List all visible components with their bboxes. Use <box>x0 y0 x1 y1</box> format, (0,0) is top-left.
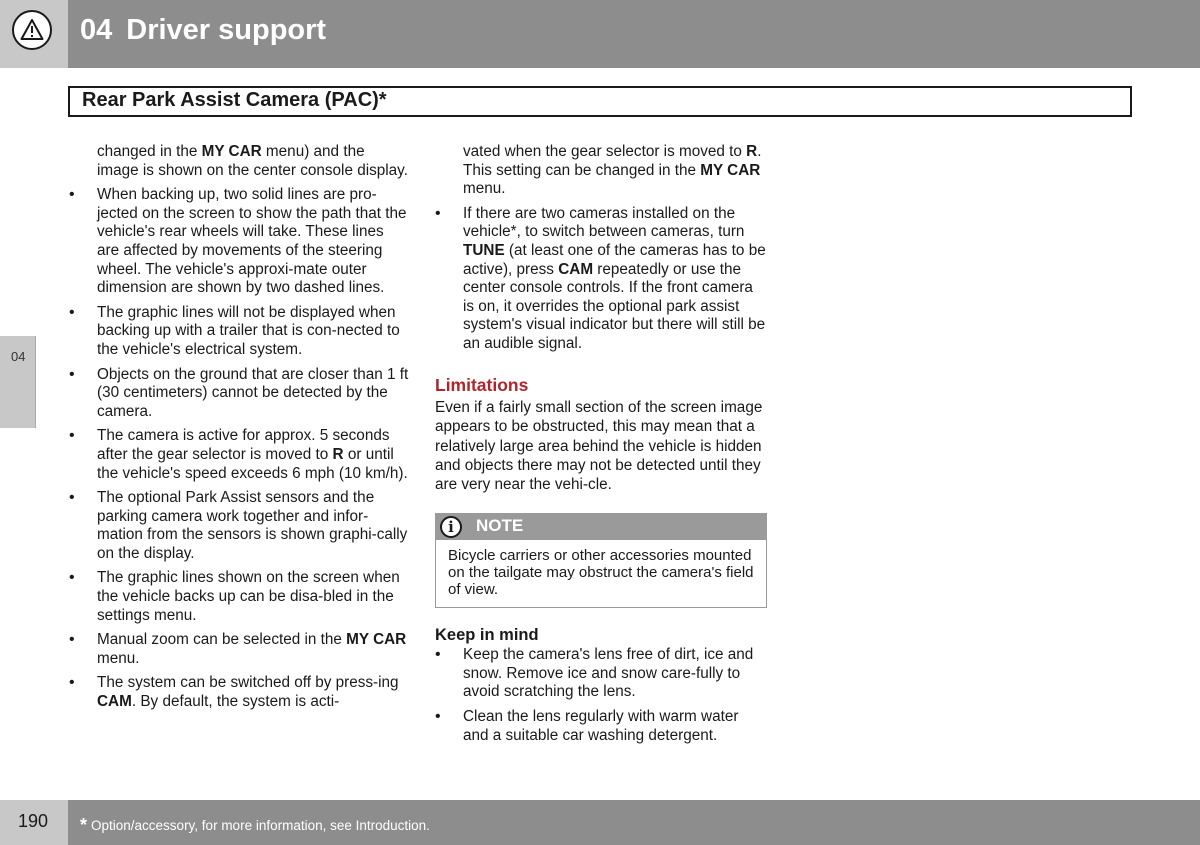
note-text: Bicycle carriers or other accessories mounted on the tailgate may obstruct the camera's field of view. <box>448 546 754 598</box>
text-run: If there are two cameras installed on the vehicle*, to switch between cameras, turn <box>463 204 745 241</box>
text-column-right <box>435 143 767 751</box>
bold-term: R <box>746 143 758 160</box>
text-run: changed in the <box>97 143 202 160</box>
section-title-box <box>68 86 1132 117</box>
footnote-star: * <box>80 815 88 835</box>
bold-term: CAM <box>558 260 594 278</box>
list-item <box>69 631 409 668</box>
text-run: Manual zoom can be selected in the <box>97 631 347 649</box>
bold-term: CAM <box>97 693 132 711</box>
list-item: • The optional Park Assist sensors and the parking camera work together and infor-mation from the sensors is shown graphi-cally on the display. <box>69 489 409 563</box>
bold-term: MY CAR <box>346 631 407 649</box>
text-run: menu. <box>97 649 140 667</box>
note-header <box>436 514 766 540</box>
footnote-text: Option/accessory, for more information, see Introduction. <box>91 818 430 833</box>
header-icon-area <box>0 0 68 68</box>
note-box <box>435 513 767 608</box>
chapter-title <box>80 14 326 47</box>
section-title: Rear Park Assist Camera (PAC)* <box>82 89 387 111</box>
text-run: The camera is active for approx. 5 seconds after the gear selector is moved to <box>97 427 390 463</box>
bold-term: TUNE <box>463 241 505 259</box>
text-run: . By default, the system is acti- <box>131 693 340 711</box>
keep-in-mind-heading: Keep in mind <box>435 625 539 644</box>
bold-term: MY CAR <box>201 143 262 160</box>
list-item: • When backing up, two solid lines are pro-jected on the screen to show the path that the vehicle's rear wheels will take. These lines are affected by movements of the steering wheel. The vehicle's approxi-mate outer dimension are shown by two dashed lines. <box>69 186 409 298</box>
text-run: (at least one of the cameras has to be active), press <box>463 241 766 278</box>
text-run: menu. <box>463 180 506 198</box>
text-run: The system can be switched off by press-ing <box>97 674 399 692</box>
continued-paragraph <box>435 143 767 199</box>
footnote <box>80 814 430 835</box>
limitations-paragraph: Even if a fairly small section of the screen image appears to be obstructed, this may mean that a relatively large area behind the vehicle is hidden and objects there may not be detected until they are very near the vehi-cle. <box>435 399 763 494</box>
chapter-side-tab <box>0 336 36 428</box>
note-title: NOTE <box>476 515 524 535</box>
text-run: menu) and the image is shown on the center console display. <box>97 143 408 179</box>
text-run: or until the vehicle's speed exceeds 6 mph (10 km/h). <box>97 445 408 482</box>
info-icon: i <box>440 516 462 538</box>
list-item <box>69 427 409 483</box>
footer-bar <box>68 800 1200 845</box>
text-run: repeatedly or use the center console controls. If the front camera is on, it overrides the optional park assist system's visual indicator but there will still be an audible signal. <box>463 260 766 352</box>
list-item <box>435 205 767 354</box>
limitations-heading: Limitations <box>435 374 529 395</box>
page-number: 190 <box>18 811 49 831</box>
list-item: • The graphic lines will not be displayed when backing up with a trailer that is con-nected to the vehicle's electrical system. <box>69 304 409 360</box>
chapter-number: 04 <box>80 14 113 46</box>
text-run: vated when the gear selector is moved to <box>463 143 747 160</box>
warning-triangle-icon <box>12 10 52 50</box>
list-item: • The graphic lines shown on the screen when the vehicle backs up can be disa-bled in the settings menu. <box>69 569 409 625</box>
text-run: . This setting can be changed in the <box>463 143 762 179</box>
side-tab-label: 04 <box>11 349 26 364</box>
continued-paragraph <box>69 143 409 180</box>
chapter-name: Driver support <box>126 14 327 46</box>
list-item <box>69 674 409 711</box>
list-item: • Objects on the ground that are closer than 1 ft (30 centimeters) cannot be detected by the camera. <box>69 366 409 422</box>
list-item: • Clean the lens regularly with warm water and a suitable car washing detergent. <box>435 708 767 745</box>
bold-term: R <box>332 445 344 463</box>
bold-term: MY CAR <box>700 161 761 179</box>
text-column-left <box>69 143 409 718</box>
list-item: • Keep the camera's lens free of dirt, ice and snow. Remove ice and snow care-fully to avoid scratching the lens. <box>435 646 767 702</box>
footer-page-area <box>0 800 68 845</box>
